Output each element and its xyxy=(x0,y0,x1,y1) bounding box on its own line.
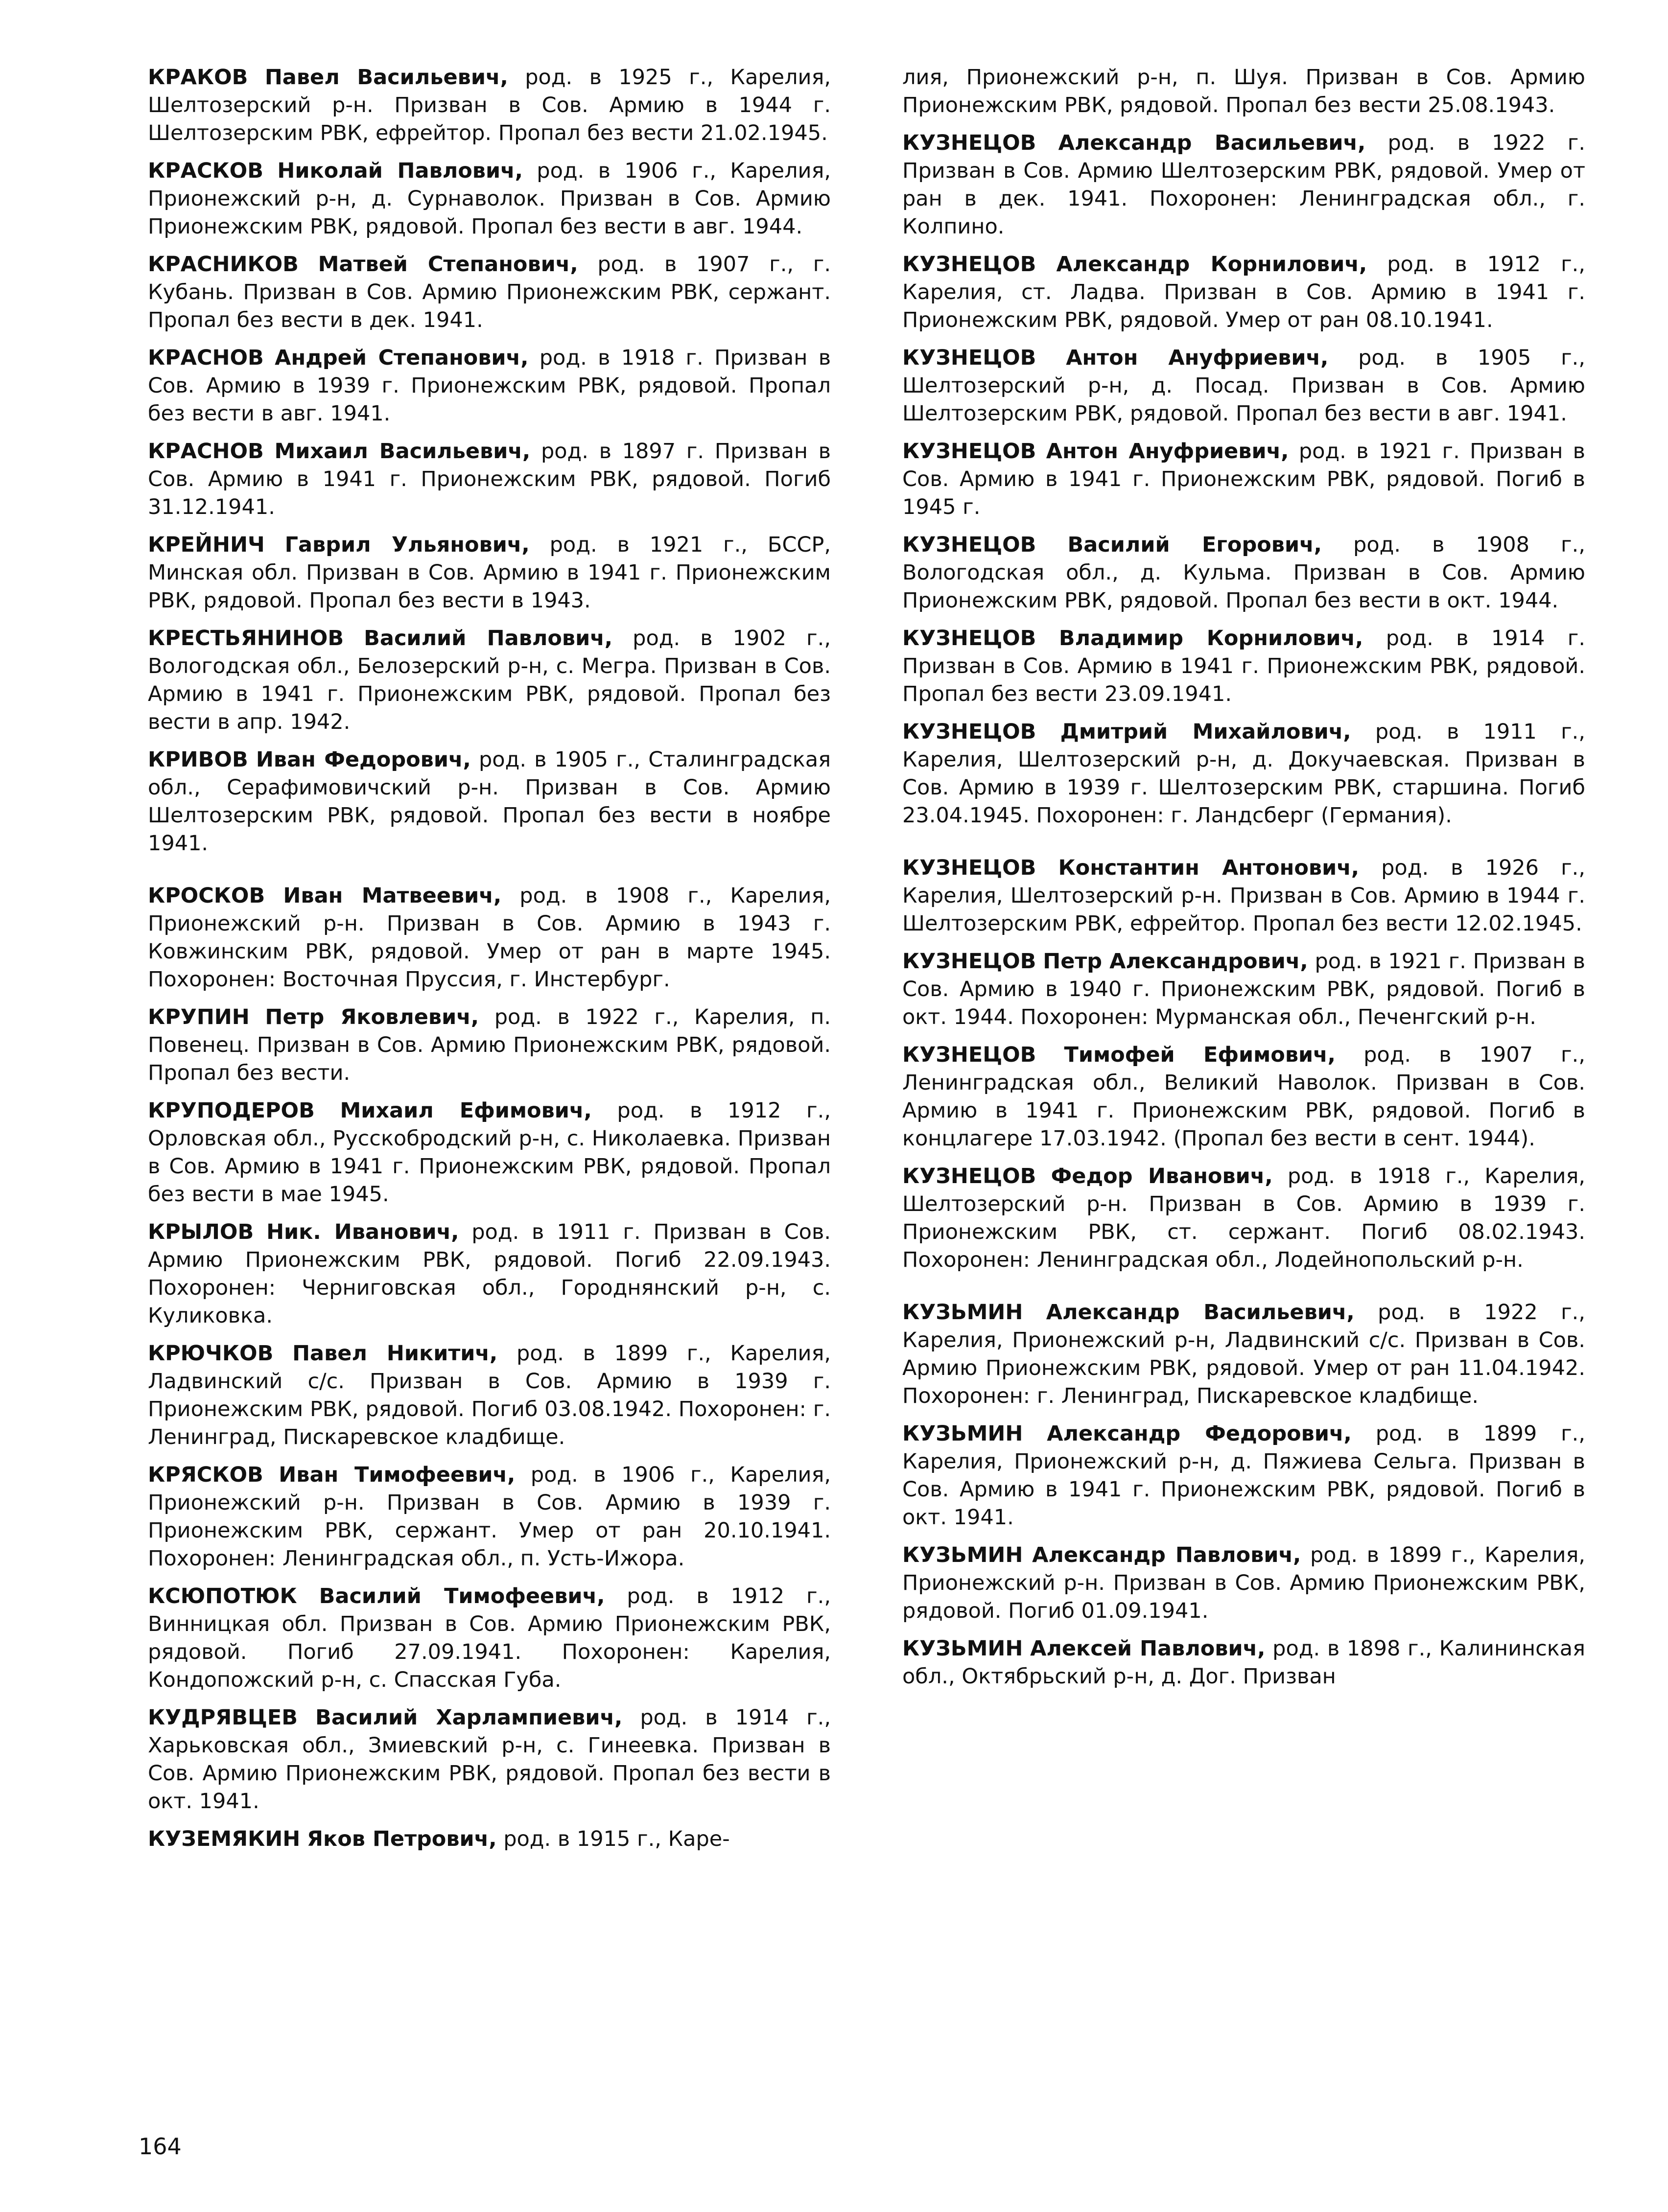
entry xyxy=(148,1097,831,1209)
entry-surname: КРЕЙНИЧ xyxy=(148,533,265,557)
entry-given-names: Александр Корнилович, xyxy=(1056,252,1367,277)
entry-surname: КУЗЬМИН xyxy=(902,1543,1023,1567)
entry-given-names: Александр Федорович, xyxy=(1047,1421,1352,1446)
entry-details: род. в 1914 г., Харьковская обл., Змиевский р-н, с. Гинеевка. Призван в Сов. Армию Прионежским РВК, рядовой. Пропал без вести в окт. 1941. xyxy=(148,1705,831,1814)
entry-surname: КСЮПОТЮК xyxy=(148,1584,297,1608)
entry-surname: КРЯСКОВ xyxy=(148,1463,263,1487)
entry-surname: КРУПОДЕРОВ xyxy=(148,1098,315,1123)
entry-details: род. в 1911 г. Призван в Сов. Армию Прионежским РВК, рядовой. Погиб 22.09.1943. Похоронен: Черниговская обл., Городнянский р-н, с. Куликовка. xyxy=(148,1220,831,1328)
entry-details: род. в 1908 г., Вологодская обл., д. Кульма. Призван в Сов. Армию Прионежским РВК, рядовой. Пропал без вести в окт. 1944. xyxy=(902,533,1585,613)
entry-details: род. в 1897 г. Призван в Сов. Армию в 1941 г. Прионежским РВК, рядовой. Погиб 31.12.1941. xyxy=(148,439,831,519)
entry xyxy=(148,746,831,858)
entry-given-names: Гаврил Ульянович, xyxy=(284,533,530,557)
entry-details: род. в 1926 г., Карелия, Шелтозерский р-н. Призван в Сов. Армию в 1944 г. Шелтозерским РВК, ефрейтор. Пропал без вести 12.02.1945. xyxy=(902,856,1585,936)
entry xyxy=(902,625,1585,708)
entry-details: род. в 1902 г., Вологодская обл., Белозерский р-н, с. Мегра. Призван в Сов. Армию в 1941 г. Прионежским РВК, рядовой. Пропал без вести в апр. 1942. xyxy=(148,626,831,734)
entry-given-names: Александр Васильевич, xyxy=(1058,131,1366,155)
entry-surname: КРЮЧКОВ xyxy=(148,1341,274,1366)
entry-details: род. в 1907 г., г. Кубань. Призван в Сов. Армию Прионежским РВК, сержант. Пропал без вести в дек. 1941. xyxy=(148,252,831,332)
entry-surname: КРАСНИКОВ xyxy=(148,252,299,277)
entry-given-names: Иван Федорович, xyxy=(256,747,471,772)
entry-given-names: Михаил Васильевич, xyxy=(274,439,531,464)
entry-surname: КУЗЬМИН xyxy=(902,1636,1023,1661)
entry xyxy=(902,129,1585,241)
entry-details: род. в 1914 г. Призван в Сов. Армию в 1941 г. Прионежским РВК, рядовой. Пропал без вести 23.09.1941. xyxy=(902,626,1586,706)
left-column xyxy=(148,64,831,1863)
entry-details: род. в 1899 г., Карелия, Прионежский р-н, д. Пяжиева Сельга. Призван в Сов. Армию в 1941 г. Прионежским РВК, рядовой. Погиб в окт. 1941. xyxy=(902,1421,1585,1530)
entry xyxy=(148,438,831,521)
entry-details: род. в 1905 г., Сталинградская обл., Серафимовичский р-н. Призван в Сов. Армию Шелтозерским РВК, рядовой. Пропал без вести в ноябре 1941. xyxy=(148,747,831,856)
entry xyxy=(902,1299,1585,1410)
entry-given-names: Александр Васильевич, xyxy=(1046,1300,1355,1325)
entry-surname: КУЗНЕЦОВ xyxy=(902,1043,1036,1067)
entry-details: род. в 1906 г., Карелия, Прионежский р-н. Призван в Сов. Армию в 1939 г. Прионежским РВК, сержант. Умер от ран 20.10.1941. Похоронен: Ленинградская обл., п. Усть-Ижора. xyxy=(148,1463,831,1571)
entry-surname: КРАСКОВ xyxy=(148,159,263,183)
entry xyxy=(148,251,831,334)
entry-given-names: Яков Петрович, xyxy=(306,1827,497,1851)
right-column xyxy=(902,64,1585,1700)
entry-surname: КУЗНЕЦОВ xyxy=(902,131,1036,155)
entry-details: род. в 1912 г., Карелия, ст. Ладва. Призван в Сов. Армию в 1941 г. Прионежским РВК, рядовой. Умер от ран 08.10.1941. xyxy=(902,252,1585,332)
entry-surname: КУЗНЕЦОВ xyxy=(902,252,1036,277)
entry-given-names: Владимир Корнилович, xyxy=(1058,626,1363,651)
entry-details: род. в 1921 г. Призван в Сов. Армию в 1940 г. Прионежским РВК, рядовой. Погиб в окт. 1944. Похоронен: Мурманская обл., Печенгский р-н. xyxy=(902,949,1586,1029)
entry-details: род. в 1907 г., Ленинградская обл., Великий Наволок. Призван в Сов. Армию в 1941 г. Прионежским РВК, рядовой. Погиб в концлагере 17.03.1942. (Пропал без вести в сент. 1944). xyxy=(902,1043,1585,1151)
entry-given-names: Василий Харлампиевич, xyxy=(315,1705,623,1730)
entry-given-names: Николай Павлович, xyxy=(277,159,523,183)
entry xyxy=(148,1825,831,1853)
entry-surname: КРЕСТЬЯНИНОВ xyxy=(148,626,344,651)
entry-given-names: Андрей Степанович, xyxy=(275,346,529,370)
entry-given-names: Тимофей Ефимович, xyxy=(1064,1043,1336,1067)
entry-given-names: Антон Ануфриевич, xyxy=(1066,346,1329,370)
entry xyxy=(148,1461,831,1573)
entry xyxy=(902,1041,1585,1153)
entry-surname: КУЗЬМИН xyxy=(902,1300,1023,1325)
entry-details: род. в 1906 г., Карелия, Прионежский р-н, д. Сурнаволок. Призван в Сов. Армию Прионежским РВК, рядовой. Пропал без вести в авг. 1944. xyxy=(148,159,831,239)
entry xyxy=(148,1340,831,1451)
entry-surname: КУЗНЕЦОВ xyxy=(902,856,1036,880)
entry-surname: КРУПИН xyxy=(148,1005,250,1029)
entry xyxy=(902,854,1585,938)
entry-details: род. в 1905 г., Шелтозерский р-н, д. Посад. Призван в Сов. Армию Шелтозерским РВК, рядовой. Пропал без вести в авг. 1941. xyxy=(902,346,1586,426)
entry xyxy=(902,1420,1585,1532)
entry-details: род. в 1911 г., Карелия, Шелтозерский р-н, д. Докучаевская. Призван в Сов. Армию в 1939 г. Шелтозерским РВК, старшина. Погиб 23.04.1945. Похоронен: г. Ландсберг (Германия). xyxy=(902,720,1585,828)
entry xyxy=(148,157,831,241)
entry xyxy=(148,1583,831,1694)
entry xyxy=(148,1003,831,1087)
entry-given-names: Константин Антонович, xyxy=(1058,856,1360,880)
entry xyxy=(902,251,1585,334)
entry-surname: КРЫЛОВ xyxy=(148,1220,254,1244)
entry xyxy=(148,1218,831,1330)
entry xyxy=(902,531,1585,615)
entry-details: род. в 1922 г., Карелия, Прионежский р-н, Ладвинский с/с. Призван в Сов. Армию Прионежским РВК, рядовой. Умер от ран 11.04.1942. Похоронен: г. Ленинград, Пискаревское кладбище. xyxy=(902,1300,1585,1408)
entry xyxy=(148,1704,831,1816)
entry-surname: КУЗНЕЦОВ xyxy=(902,949,1036,974)
entry-details: род. в 1912 г., Орловская обл., Русскобродский р-н, с. Николаевка. Призван в Сов. Армию в 1941 г. Прионежским РВК, рядовой. Пропал без вести в мае 1945. xyxy=(148,1098,831,1207)
entry-given-names: Алексей Павлович, xyxy=(1030,1636,1266,1661)
entry-given-names: Александр Павлович, xyxy=(1032,1543,1301,1567)
entry-details: род. в 1915 г., Каре- xyxy=(503,1827,730,1851)
entry xyxy=(148,531,831,615)
entry-given-names: Ник. Иванович, xyxy=(266,1220,459,1244)
entry-given-names: Федор Иванович, xyxy=(1051,1164,1273,1188)
page-number: 164 xyxy=(139,2133,182,2160)
entry-given-names: Петр Яковлевич, xyxy=(265,1005,479,1029)
entry xyxy=(148,882,831,994)
entry-surname: КУЗНЕЦОВ xyxy=(902,439,1036,464)
entry xyxy=(902,718,1585,830)
entry-surname: КУЗЬМИН xyxy=(902,1421,1023,1446)
entry-details: род. в 1899 г., Карелия, Ладвинский с/с. Призван в Сов. Армию в 1939 г. Прионежским РВК, рядовой. Погиб 03.08.1942. Похоронен: г. Ленинград, Пискаревское кладбище. xyxy=(148,1341,831,1449)
entry-given-names: Павел Никитич, xyxy=(292,1341,498,1366)
entry-given-names: Дмитрий Михайлович, xyxy=(1060,720,1351,744)
entry-details: род. в 1912 г., Винницкая обл. Призван в Сов. Армию Прионежским РВК, рядовой. Погиб 27.09.1941. Похоронен: Карелия, Кондопожский р-н, с. Спасская Губа. xyxy=(148,1584,831,1692)
entry-surname: КУДРЯВЦЕВ xyxy=(148,1705,298,1730)
entry xyxy=(902,1635,1585,1691)
entry-surname: КРОСКОВ xyxy=(148,884,265,908)
entry-surname: КРАКОВ xyxy=(148,65,248,90)
entry-surname: КУЗНЕЦОВ xyxy=(902,346,1036,370)
entry-given-names: Василий Павлович, xyxy=(364,626,613,651)
entry-surname: КУЗЕМЯКИН xyxy=(148,1827,301,1851)
entry xyxy=(902,344,1585,428)
entry-surname: КУЗНЕЦОВ xyxy=(902,533,1036,557)
entry-details: лия, Прионежский р-н, п. Шуя. Призван в Сов. Армию Прионежским РВК, рядовой. Пропал без вести 25.08.1943. xyxy=(902,65,1585,117)
entry-details: род. в 1925 г., Карелия, Шелтозерский р-н. Призван в Сов. Армию в 1944 г. Шелтозерским РВК, ефрейтор. Пропал без вести 21.02.1945. xyxy=(148,65,831,145)
entry xyxy=(148,64,831,147)
entry-given-names: Петр Александрович, xyxy=(1043,949,1308,974)
entry-given-names: Антон Ануфриевич, xyxy=(1046,439,1289,464)
entry-details: род. в 1918 г., Карелия, Шелтозерский р-н. Призван в Сов. Армию в 1939 г. Прионежским РВК, ст. сержант. Погиб 08.02.1943. Похоронен: Ленинградская обл., Лодейнопольский р-н. xyxy=(902,1164,1585,1272)
entry xyxy=(148,625,831,736)
entry-surname: КРАСНОВ xyxy=(148,439,264,464)
entry-surname: КУЗНЕЦОВ xyxy=(902,626,1036,651)
entry-details: род. в 1898 г., Калининская обл., Октябрьский р-н, д. Дог. Призван xyxy=(902,1636,1585,1689)
entry-given-names: Василий Тимофеевич, xyxy=(319,1584,605,1608)
entry xyxy=(902,948,1585,1031)
entry xyxy=(902,1541,1585,1625)
entry xyxy=(902,1163,1585,1274)
entry-details: род. в 1921 г. Призван в Сов. Армию в 1941 г. Прионежским РВК, рядовой. Погиб в 1945 г. xyxy=(902,439,1586,519)
entry-details: род. в 1921 г., БССР, Минская обл. Призван в Сов. Армию в 1941 г. Прионежским РВК, рядовой. Пропал без вести в 1943. xyxy=(148,533,831,613)
entry-surname: КРАСНОВ xyxy=(148,346,264,370)
entry-surname: КРИВОВ xyxy=(148,747,248,772)
entry-given-names: Матвей Степанович, xyxy=(318,252,578,277)
entry-continuation xyxy=(902,64,1585,119)
entry xyxy=(902,438,1585,521)
entry-details: род. в 1908 г., Карелия, Прионежский р-н. Призван в Сов. Армию в 1943 г. Ковжинским РВК, рядовой. Умер от ран в марте 1945. Похоронен: Восточная Пруссия, г. Инстербург. xyxy=(148,884,831,992)
entry-surname: КУЗНЕЦОВ xyxy=(902,1164,1036,1188)
entry-details: род. в 1922 г. Призван в Сов. Армию Шелтозерским РВК, рядовой. Умер от ран в дек. 1941. Похоронен: Ленинградская обл., г. Колпино. xyxy=(902,131,1585,239)
entry xyxy=(148,344,831,428)
entry-given-names: Василий Егорович, xyxy=(1067,533,1322,557)
entry-given-names: Иван Матвеевич, xyxy=(283,884,502,908)
entry-given-names: Иван Тимофеевич, xyxy=(279,1463,516,1487)
entry-given-names: Павел Васильевич, xyxy=(264,65,508,90)
entry-given-names: Михаил Ефимович, xyxy=(340,1098,592,1123)
entry-details: род. в 1899 г., Карелия, Прионежский р-н. Призван в Сов. Армию Прионежским РВК, рядовой. Погиб 01.09.1941. xyxy=(902,1543,1585,1623)
entry-details: род. в 1918 г. Призван в Сов. Армию в 1939 г. Прионежским РВК, рядовой. Пропал без вести в авг. 1941. xyxy=(148,346,831,426)
entry-details: род. в 1922 г., Карелия, п. Повенец. Призван в Сов. Армию Прионежским РВК, рядовой. Пропал без вести. xyxy=(148,1005,831,1085)
entry-surname: КУЗНЕЦОВ xyxy=(902,720,1036,744)
